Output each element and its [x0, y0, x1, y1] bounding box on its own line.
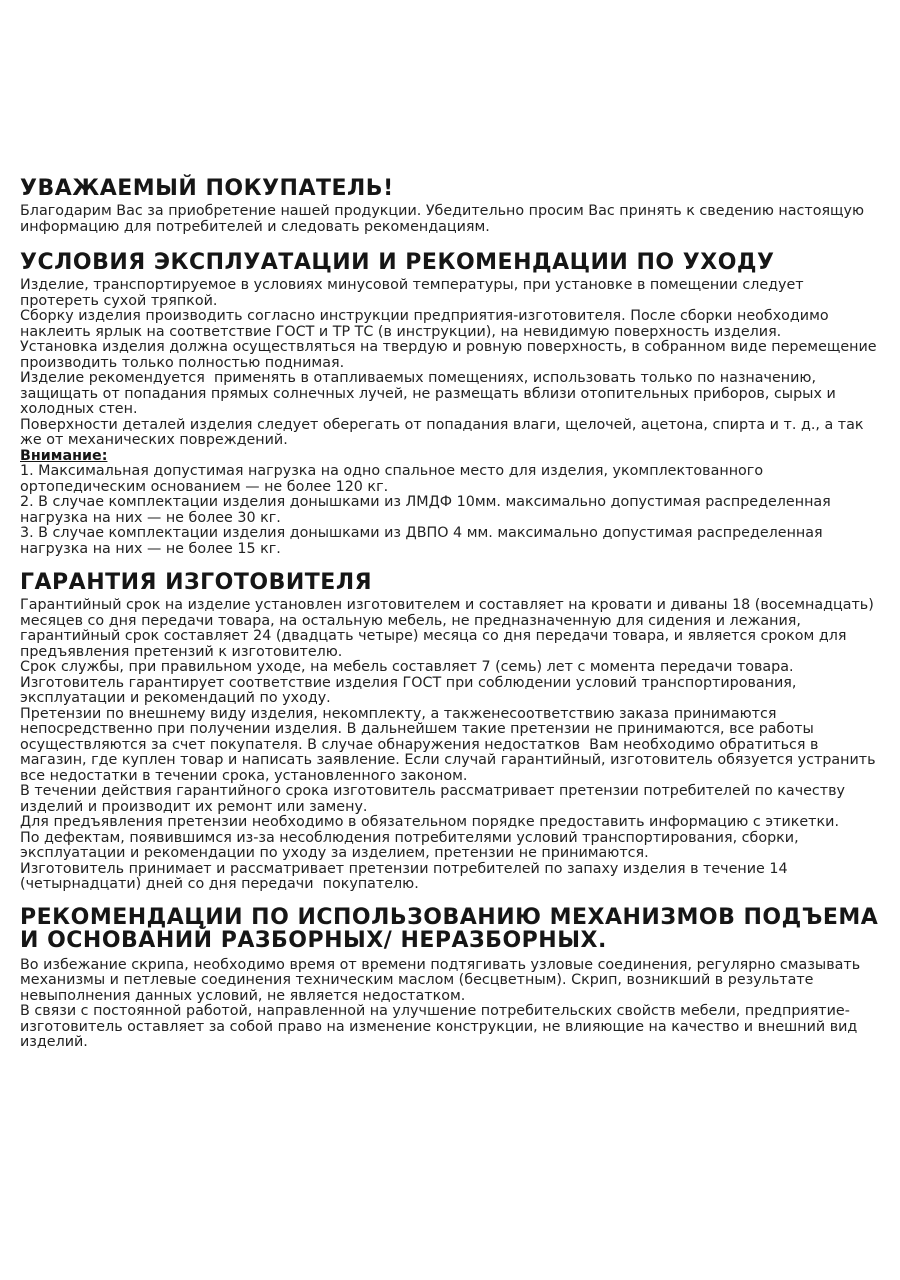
paragraph: В связи с постоянной работой, направленной на улучшение потребительских свойств мебели, предприятие-изготовитель оставляет за собой право на изменение конструкции, не влияющие на качество и внешний вид изделий.	[20, 1003, 862, 1050]
paragraph: Благодарим Вас за приобретение нашей продукции. Убедительно просим Вас принять к сведению настоящую информацию для потребителей и следовать рекомендациям.	[20, 203, 869, 235]
section-lift-mechanisms	[20, 906, 882, 1051]
section-usage-conditions	[20, 251, 882, 557]
attention-item: 2. В случае комплектации изделия донышками из ЛМДФ 10мм. максимально допустимая распределенная нагрузка на них — не более 30 кг.	[20, 494, 836, 526]
usage-conditions-heading: УСЛОВИЯ ЭКСПЛУАТАЦИИ И РЕКОМЕНДАЦИИ ПО УХОДУ	[20, 250, 775, 275]
attention-label: Внимание:	[20, 447, 108, 464]
section-manufacturer-warranty	[20, 571, 882, 893]
paragraph: Изделие рекомендуется применять в отапливаемых помещениях, использовать только по назначению, защищать от попадания прямых солнечных лучей, не размещать вблизи отопительных приборов, сырых и холодных стен.	[20, 370, 841, 417]
paragraph: В течении действия гарантийного срока изготовитель рассматривает претензии потребителей по качеству изделий и производит их ремонт или замену.	[20, 783, 850, 815]
lift-mechanisms-heading: РЕКОМЕНДАЦИИ ПО ИСПОЛЬЗОВАНИЮ МЕХАНИЗМОВ ПОДЪЕМА И ОСНОВАНИЙ РАЗБОРНЫХ/ НЕРАЗБОРНЫХ.	[20, 904, 879, 953]
paragraph: Для предъявления претензии необходимо в обязательном порядке предоставить информацию с этикетки.	[20, 814, 839, 830]
paragraph: Изготовитель принимает и рассматривает претензии потребителей по запаху изделия в течение 14 (четырнадцати) дней со дня передачи покупателю.	[20, 860, 793, 892]
dear-customer-heading: УВАЖАЕМЫЙ ПОКУПАТЕЛЬ!	[20, 176, 394, 201]
paragraph: Установка изделия должна осуществляться на твердую и ровную поверхность, в собранном виде перемещение производить только полностью поднимая.	[20, 339, 882, 371]
attention-item: 3. В случае комплектации изделия донышками из ДВПО 4 мм. максимально допустимая распределенная нагрузка на них — не более 15 кг.	[20, 525, 828, 557]
manufacturer-warranty-heading: ГАРАНТИЯ ИЗГОТОВИТЕЛЯ	[20, 570, 373, 595]
paragraph: Претензии по внешнему виду изделия, некомплекту, а такженесоответствию заказа принимаются непосредственно при получении изделия. В дальнейшем такие претензии не принимаются, все работы осуществляются за счет покупателя. В случае обнаружения недостатков Вам необходимо обратиться в магазин, где куплен товар и написать заявление. Если случай гарантийный, изготовитель обязуется устранить все недостатки в течении срока, установленного законом.	[20, 705, 881, 784]
paragraph: Изготовитель гарантирует соответствие изделия ГОСТ при соблюдении условий транспортирования, эксплуатации и рекомендаций по уходу.	[20, 674, 801, 706]
paragraph: Гарантийный срок на изделие установлен изготовителем и составляет на кровати и диваны 18 (восемнадцать) месяцев со дня передачи товара, на остальную мебель, не предназначенную для сидения и лежания, гарантийный срок составляет 24 (двадцать четыре) месяца со дня передачи товара, и является сроком для предъявления претензий к изготовителю.	[20, 597, 879, 660]
paragraph: Сборку изделия производить согласно инструкции предприятия-изготовителя. После сборки необходимо наклеить ярлык на соответствие ГОСТ и ТР ТС (в инструкции), на невидимую поверхность изделия.	[20, 308, 834, 340]
attention-item: 1. Максимальная допустимая нагрузка на одно спальное место для изделия, укомплектованного ортопедическим основанием — не более 120 кг.	[20, 463, 768, 495]
section-dear-customer	[20, 177, 882, 235]
paragraph: Поверхности деталей изделия следует оберегать от попадания влаги, щелочей, ацетона, спирта и т. д., а так же от механических повреждений.	[20, 416, 869, 448]
paragraph: Срок службы, при правильном уходе, на мебель составляет 7 (семь) лет с момента передачи товара.	[20, 659, 794, 675]
paragraph: По дефектам, появившимся из-за несоблюдения потребителями условий транспортирования, сборки, эксплуатации и рекомендации по уходу за изделием, претензии не принимаются.	[20, 829, 804, 861]
paragraph: Изделие, транспортируемое в условиях минусовой температуры, при установке в помещении следует протереть сухой тряпкой.	[20, 277, 809, 309]
paragraph: Во избежание скрипа, необходимо время от времени подтягивать узловые соединения, регулярно смазывать механизмы и петлевые соединения техническим маслом (бесцветным). Скрип, возникший в результате невыполнения данных условий, не является недостатком.	[20, 956, 865, 1004]
